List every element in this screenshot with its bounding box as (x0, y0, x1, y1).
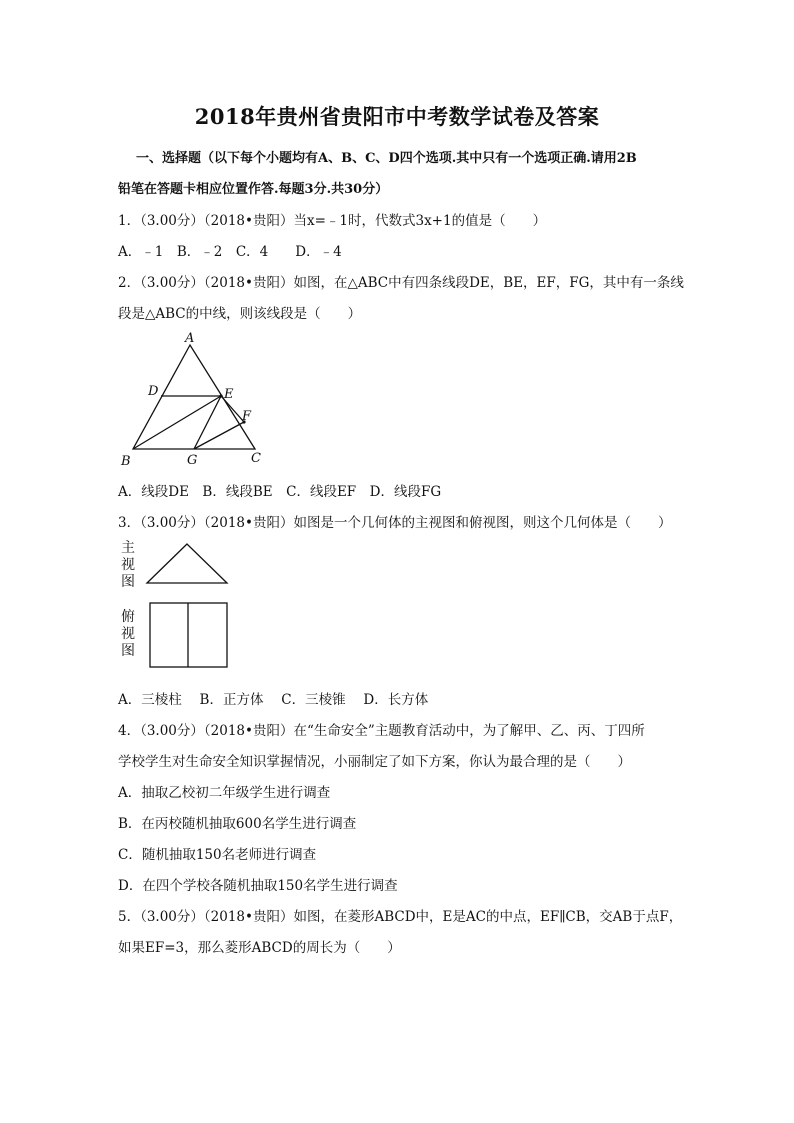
label-d: D (148, 384, 159, 399)
front-view-triangle (145, 542, 230, 586)
q1-stem: 1．（3.00分）（2018•贵阳）当x=﹣1时，代数式3x+1的值是（ ） (118, 213, 547, 229)
q4-stem-line1: 4．（3.00分）（2018•贵阳）在“生命安全”主题教育活动中，为了解甲、乙、丙、丁四所 (118, 723, 645, 739)
section-instructions-line1: 一、选择题（以下每个小题均有A、B、C、D四个选项.其中只有一个选项正确.请用2B (136, 151, 637, 166)
front-view-label: 主 视 图 (121, 540, 135, 590)
q2-options: A．线段DE B．线段BE C．线段EF D．线段FG (118, 484, 442, 500)
q4-option-b: B．在丙校随机抽取600名学生进行调查 (118, 816, 357, 832)
q1-options: A．﹣1 B．﹣2 C．4 D．﹣4 (118, 244, 342, 260)
label-g: G (187, 453, 198, 468)
label-f: F (242, 409, 252, 424)
section-instructions-line2: 铅笔在答题卡相应位置作答.每题3分.共30分） (118, 182, 389, 197)
q2-triangle-figure (115, 328, 275, 470)
label-e: E (224, 387, 234, 402)
q4-stem-line2: 学校学生对生命安全知识掌握情况，小丽制定了如下方案，你认为最合理的是（ ） (118, 754, 631, 770)
label-a: A (185, 331, 195, 346)
q4-option-a: A．抽取乙校初二年级学生进行调查 (118, 785, 331, 801)
label-b: B (121, 454, 131, 469)
q3-stem: 3．（3.00分）（2018•贵阳）如图是一个几何体的主视图和俯视图，则这个几何体是（ ） (118, 515, 672, 531)
page-title: 2018年贵州省贵阳市中考数学试卷及答案 (194, 104, 600, 129)
q3-options: A．三棱柱 B．正方体 C．三棱锥 D．长方体 (118, 692, 429, 708)
q4-option-c: C．随机抽取150名老师进行调查 (118, 847, 317, 863)
label-c: C (251, 451, 261, 466)
top-view-label: 俯 视 图 (121, 609, 135, 659)
q2-stem-line2: 段是△ABC的中线，则该线段是（ ） (118, 306, 362, 322)
q5-stem-line2: 如果EF=3，那么菱形ABCD的周长为（ ） (118, 940, 401, 956)
top-view-rectangle (148, 601, 229, 670)
q5-stem-line1: 5．（3.00分）（2018•贵阳）如图，在菱形ABCD中，E是AC的中点，EF∥CB，交AB于点F， (118, 909, 683, 925)
q2-stem-line1: 2．（3.00分）（2018•贵阳）如图，在△ABC中有四条线段DE，BE，EF，FG，其中有一条线 (118, 275, 684, 291)
q4-option-d: D．在四个学校各随机抽取150名学生进行调查 (118, 878, 398, 894)
